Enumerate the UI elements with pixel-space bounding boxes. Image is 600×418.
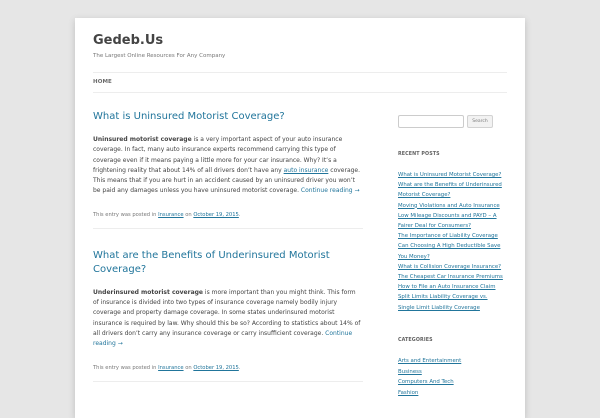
list-item (398, 180, 504, 200)
continue-reading-link[interactable]: Continue reading → (93, 329, 353, 348)
date-link[interactable]: October 19, 2015 (193, 364, 239, 371)
category-link[interactable]: Computers And Tech (398, 379, 454, 386)
category-link[interactable]: Arts and Entertainment (398, 358, 462, 364)
list-item (398, 262, 504, 272)
list-item (398, 272, 504, 282)
meta-suffix: . (238, 211, 241, 218)
recent-posts-heading: RECENT POSTS (398, 152, 440, 157)
categories-list (398, 356, 461, 398)
auto-insurance-link[interactable]: auto insurance (283, 166, 329, 174)
list-item (398, 201, 504, 211)
post-article (93, 110, 363, 229)
categories-widget (398, 338, 461, 398)
category-link[interactable]: Fashion (398, 389, 419, 396)
post-excerpt (93, 288, 363, 350)
site-title[interactable]: Gedeb.Us (93, 33, 164, 48)
nav-home-link[interactable]: HOME (93, 79, 112, 85)
post-text: is more important than you might think. This form of insurance is divided into two types of insurance coverage namely bodily injury coverage and property damage coverage. In some states underinsured motorist insurance is required by law. Why should this be so? According to statistics about 14% of all drivers don’t carry any insurance coverage or carry insufficient coverage. (93, 288, 361, 337)
sidebar (398, 115, 508, 396)
list-item (398, 377, 461, 388)
post-text: is a very important aspect of your auto insurance coverage. In fact, many auto insurance experts recommend carrying this type of coverage even if it means paying a little more for your car insurance. Why? It’s a frightening reality that about 14% of all drivers don’t have any (93, 136, 343, 174)
list-item (398, 211, 504, 231)
meta-suffix: . (238, 364, 241, 371)
recent-post-link[interactable]: Can Choosing A High Deductible Save You Money? (398, 243, 501, 260)
site-tagline: The Largest Online Resources For Any Company (93, 53, 226, 59)
post-bold-lead: Uninsured motorist coverage (93, 136, 192, 143)
recent-post-link[interactable]: The Importance of Liability Coverage (398, 233, 498, 240)
meta-prefix: This entry was posted in (93, 211, 159, 218)
post-title (93, 249, 363, 277)
meta-prefix: This entry was posted in (93, 364, 159, 371)
recent-post-link[interactable]: Split Limits Liability Coverage vs. Single Limit Liability Coverage (398, 294, 488, 311)
post-article (93, 249, 363, 382)
recent-post-link[interactable]: The Cheapest Car Insurance Premiums (398, 274, 503, 281)
meta-mid: on (183, 364, 194, 371)
date-link[interactable]: October 19, 2015 (193, 211, 239, 218)
main-navigation (93, 72, 507, 93)
list-item (398, 292, 504, 312)
categories-heading: CATEGORIES (398, 338, 433, 343)
post-title (93, 110, 363, 124)
search-button[interactable]: Search (467, 115, 493, 128)
post-text-continued: coverage. This means that if you are hurt in an accident caused by an uninsured driver you won’t be paid any damages unless you have uninsured motorist coverage. (93, 166, 361, 195)
list-item (398, 231, 504, 241)
entry-meta (93, 365, 363, 382)
category-link[interactable]: Insurance (158, 211, 184, 218)
list-item (398, 367, 461, 378)
post-bold-lead: Underinsured motorist coverage (93, 288, 203, 296)
entry-meta (93, 212, 363, 229)
search-input[interactable] (398, 115, 464, 128)
recent-post-link[interactable]: What is Collision Coverage Insurance? (398, 263, 502, 270)
list-item (398, 356, 461, 367)
list-item (398, 282, 504, 292)
recent-posts-widget (398, 152, 504, 313)
recent-posts-list (398, 170, 504, 313)
recent-post-link[interactable]: What is Uninsured Motorist Coverage? (398, 172, 502, 178)
category-link[interactable]: Business (398, 368, 422, 375)
search-form (398, 115, 508, 129)
content-area (93, 110, 363, 382)
category-link[interactable]: Insurance (158, 364, 184, 371)
list-item (398, 170, 504, 180)
recent-post-link[interactable]: Low Mileage Discounts and PAYD – A Fairer Deal for Consumers? (398, 212, 497, 230)
post-title-link[interactable]: What is Uninsured Motorist Coverage? (93, 111, 285, 122)
recent-post-link[interactable]: What are the Benefits of Underinsured Motorist Coverage? (398, 182, 502, 199)
continue-reading-link[interactable]: Continue reading → (300, 187, 360, 195)
meta-mid: on (183, 211, 194, 218)
list-item (398, 388, 461, 399)
post-title-link[interactable]: What are the Benefits of Underinsured Motorist Coverage? (93, 249, 330, 275)
page-container (75, 18, 525, 418)
post-excerpt (93, 135, 363, 197)
recent-post-link[interactable]: Moving Violations and Auto Insurance (398, 202, 500, 209)
list-item (398, 241, 504, 261)
recent-post-link[interactable]: How to File an Auto Insurance Claim (398, 284, 496, 291)
